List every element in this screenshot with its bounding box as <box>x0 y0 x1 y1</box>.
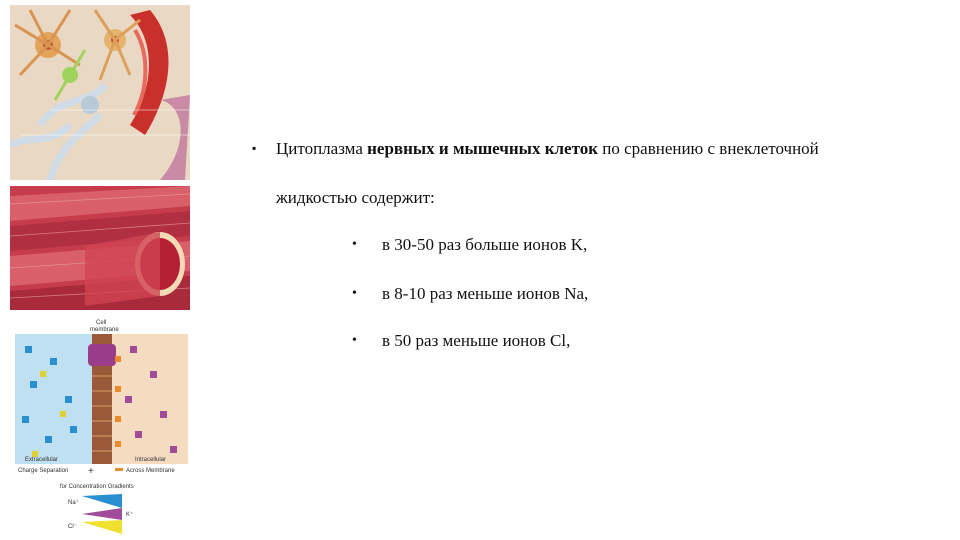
main-point-part1: Цитоплазма <box>276 139 368 158</box>
legend-gradients: for Concentration Gradients <box>60 484 134 490</box>
list-item-2: в 8-10 раз меньше ионов Na, <box>382 284 589 303</box>
ion-k-label: K⁺ <box>126 512 134 518</box>
membrane-title-1: Cell <box>96 320 107 326</box>
legend-charge: Charge Separation <box>18 468 69 474</box>
intracellular-label: Intracellular <box>135 457 167 463</box>
membrane-title-2: membrane <box>90 327 119 333</box>
na-gradient-icon <box>82 494 122 508</box>
cl-gradient-icon <box>82 520 122 534</box>
main-point-bold: нервных и мышечных клеток <box>367 139 598 158</box>
bullet-icon: • <box>352 237 357 252</box>
extracellular-label: Extracellular <box>25 457 59 463</box>
legend-across: Across Membrane <box>126 468 175 474</box>
main-point-line2: жидкостью содержит: <box>276 188 435 207</box>
orange-bar-icon <box>115 468 123 471</box>
ion-cl-label: Cl⁻ <box>68 524 77 530</box>
main-point-part2: по сравнению с внеклеточной <box>598 139 819 158</box>
list-item-1: в 30-50 раз больше ионов K, <box>382 235 588 254</box>
muscle-fibers-illustration <box>10 186 190 310</box>
main-point-line1 <box>276 139 819 159</box>
plus-icon: + <box>88 466 94 477</box>
membrane-diagram <box>10 316 190 536</box>
bullet-icon: • <box>352 333 357 348</box>
bullet-icon: • <box>352 286 357 301</box>
square-bullet-icon: ▪ <box>252 141 257 155</box>
ion-na-label: Na⁺ <box>68 500 79 506</box>
neurons-illustration <box>10 5 190 180</box>
list-item-3: в 50 раз меньше ионов Cl, <box>382 331 571 350</box>
k-gradient-icon <box>82 508 122 520</box>
